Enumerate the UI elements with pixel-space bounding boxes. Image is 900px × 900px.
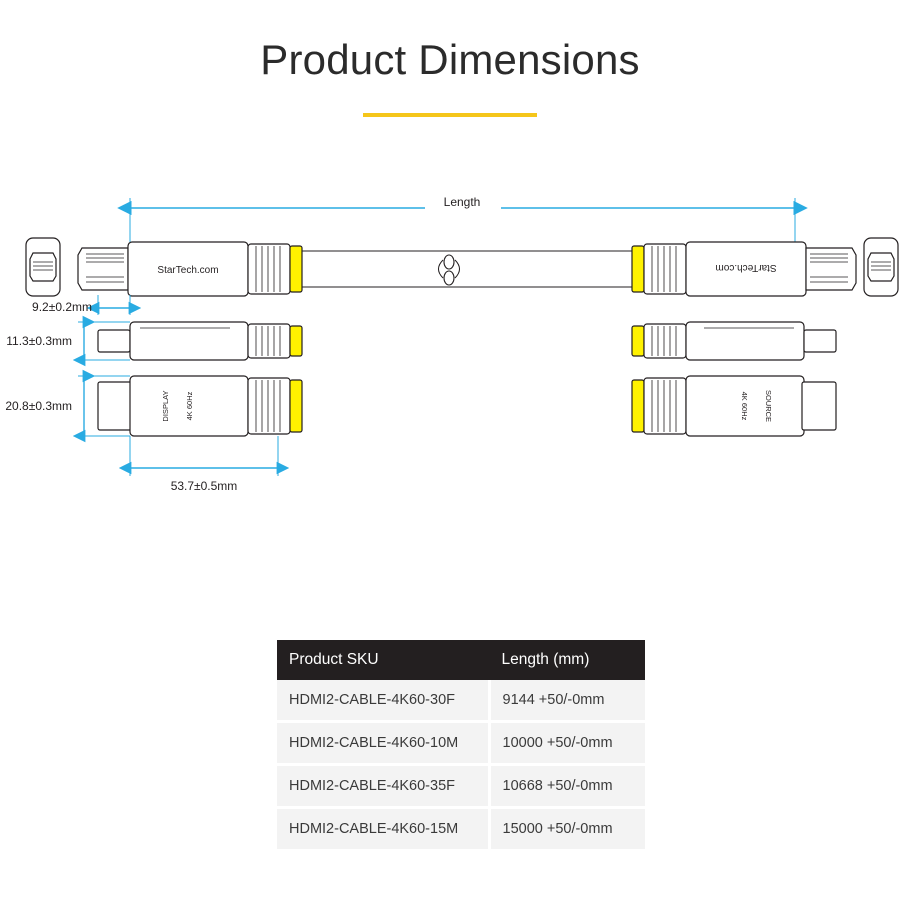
display-end-label: DISPLAY [161, 390, 170, 422]
table-row [277, 765, 645, 808]
column-header-sku: Product SKU [277, 640, 489, 680]
cable-body [302, 251, 632, 287]
dimension-label-9-2: 9.2±0.2mm [32, 300, 92, 314]
source-end-spec: 4K 60Hz [740, 391, 749, 421]
cell-length: 10000 +50/-0mm [489, 722, 645, 765]
cell-sku: HDMI2-CABLE-4K60-35F [277, 765, 489, 808]
cell-length: 15000 +50/-0mm [489, 808, 645, 850]
table-row [277, 680, 645, 722]
table-row [277, 808, 645, 850]
length-dimension [130, 194, 795, 242]
dimensions-table-wrap [277, 640, 645, 849]
cell-length: 10668 +50/-0mm [489, 765, 645, 808]
cable-connector-left [78, 242, 302, 296]
connector-brand-right: StarTech.com [715, 262, 777, 273]
dimension-label-11-3: 11.3±0.3mm [6, 334, 72, 348]
length-label: Length [443, 195, 481, 209]
cell-sku: HDMI2-CABLE-4K60-10M [277, 722, 489, 765]
column-header-length: Length (mm) [489, 640, 645, 680]
page-title: Product Dimensions [260, 36, 640, 83]
connector-brand-left: StarTech.com [157, 265, 219, 276]
cable-side-view-left [98, 322, 302, 360]
dimensions-table [277, 640, 645, 849]
cable-side-view-right [632, 322, 836, 360]
cable-top-view-left [98, 376, 302, 436]
dimension-label-53-7: 53.7±0.5mm [170, 479, 238, 493]
cell-length: 9144 +50/-0mm [489, 680, 645, 722]
dimension-label-20-8: 20.8±0.3mm [5, 399, 72, 413]
table-header-row [277, 640, 645, 680]
dimension-length-53-7 [130, 436, 278, 493]
source-end-label: SOURCE [764, 389, 773, 423]
cell-sku: HDMI2-CABLE-4K60-30F [277, 680, 489, 722]
cable-connector-right [632, 242, 856, 296]
dimension-width-9-2 [32, 295, 130, 315]
cable-dimension-drawing [0, 150, 900, 530]
cell-sku: HDMI2-CABLE-4K60-15M [277, 808, 489, 850]
table-row [277, 722, 645, 765]
display-end-spec: 4K 60Hz [185, 391, 194, 421]
cable-top-view-right [632, 376, 836, 436]
title-underline-rule [363, 113, 537, 117]
hdmi-port-right [864, 238, 898, 296]
hdmi-port-left [26, 238, 60, 296]
